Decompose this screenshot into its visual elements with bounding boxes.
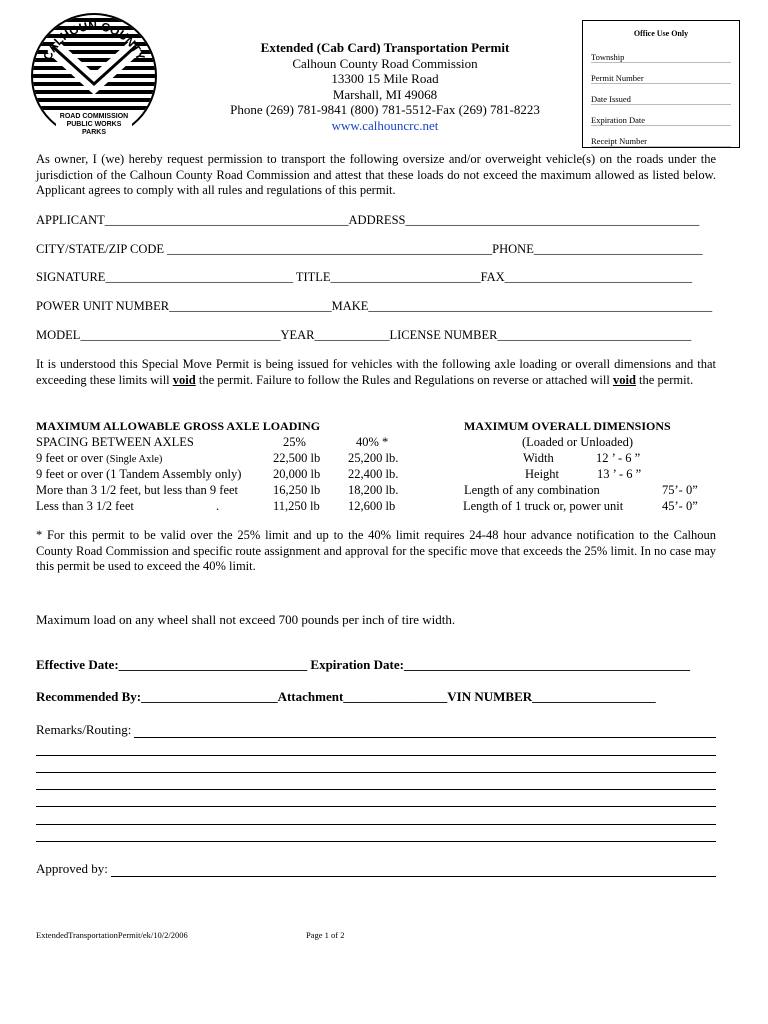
logo-line-3: PARKS xyxy=(82,129,106,136)
row-city xyxy=(36,242,716,257)
axle-row-1-25: 22,500 lb xyxy=(273,451,321,465)
remarks-line-6[interactable] xyxy=(36,824,716,825)
void-emphasis-2: void xyxy=(612,372,636,387)
dims-width-val: 12 ’ - 6 ” xyxy=(596,451,641,465)
axle-row-4-40: 12,600 lb xyxy=(348,499,396,513)
dims-comb-val: 75’- 0” xyxy=(662,483,698,497)
remarks-line-2[interactable] xyxy=(36,755,716,756)
org-address-1: 13300 15 Mile Road xyxy=(331,71,439,86)
dims-heading: MAXIMUM OVERALL DIMENSIONS xyxy=(464,419,671,433)
axle-spacing-header: SPACING BETWEEN AXLES xyxy=(36,435,194,449)
org-address-2: Marshall, MI 49068 xyxy=(332,86,438,102)
footer-page-number: Page 1 of 2 xyxy=(306,930,345,940)
effective-date-label: Effective Date: xyxy=(36,657,119,672)
applicant-label: APPLICANT xyxy=(36,213,105,227)
office-row-date-issued[interactable]: Date Issued xyxy=(591,84,731,105)
recommended-by-label: Recommended By: xyxy=(36,689,142,704)
intro-paragraph: As owner, I (we) hereby request permission to transport the following oversize and/or overweight vehicle(s) on the roads under the jurisdiction of the Calhoun County Road Commission and attest that these loads do not exceed the maximum allowed as listed below. Applicant agrees to comply with all rules and regulations of this permit. xyxy=(36,152,716,197)
understood-paragraph: It is understood this Special Move Permit is being issued for vehicles with the following axle loading or overall dimensions and that exceeding these limits will void the permit. Failure to follow the Rules and Regulations on reverse or attached will void the permit. xyxy=(36,357,716,387)
city-label: CITY/STATE/ZIP CODE xyxy=(36,242,165,256)
make-label: MAKE xyxy=(331,299,369,313)
office-row-receipt-number[interactable]: Receipt Number xyxy=(591,126,731,147)
dims-comb-label: Length of any combination xyxy=(464,483,600,497)
approved-by-label: Approved by: xyxy=(36,861,111,877)
applicant-field[interactable]: _______________________________________ xyxy=(104,213,349,227)
title-label: TITLE xyxy=(295,270,331,284)
org-name: Calhoun County Road Commission xyxy=(292,55,478,71)
axle-row-3-25: 16,250 lb xyxy=(273,483,321,497)
axle-row-3-40: 18,200 lb. xyxy=(348,483,399,497)
signature-label: SIGNATURE xyxy=(36,270,106,284)
phone-label: PHONE xyxy=(492,242,534,256)
phone-field[interactable]: ___________________________ xyxy=(533,242,703,256)
recommended-by-field[interactable]: _____________________ xyxy=(141,689,278,704)
dims-height-val: 13 ’ - 6 ” xyxy=(597,467,642,481)
row-applicant xyxy=(36,213,716,228)
axle-row-2-label: 9 feet or over (1 Tandem Assembly only) xyxy=(36,467,242,481)
expiration-date-field[interactable]: ____________________________________________ xyxy=(403,657,690,672)
axle-heading: MAXIMUM ALLOWABLE GROSS AXLE LOADING xyxy=(36,419,321,433)
office-row-permit-number[interactable]: Permit Number xyxy=(591,63,731,84)
expiration-date-label: Expiration Date: xyxy=(310,657,404,672)
signature-field[interactable]: ______________________________ xyxy=(105,270,296,284)
axle-row-4-25: 11,250 lb xyxy=(273,499,320,513)
title-field[interactable]: ________________________ xyxy=(330,270,481,284)
max-wheel-load: Maximum load on any wheel shall not exceed 700 pounds per inch of tire width. xyxy=(36,612,456,627)
make-field[interactable]: _______________________________________________________ xyxy=(368,299,713,313)
row-signature xyxy=(36,270,716,285)
permit-title: Extended (Cab Card) Transportation Permit xyxy=(260,40,510,55)
model-field[interactable]: ________________________________ xyxy=(80,328,281,342)
axle-col-25: 25% xyxy=(283,435,306,449)
office-row-township[interactable]: Township xyxy=(591,42,731,63)
fax-label: FAX xyxy=(480,270,505,284)
power-unit-label: POWER UNIT NUMBER xyxy=(36,299,170,313)
row-model xyxy=(36,328,716,343)
row-recommended xyxy=(36,689,716,705)
office-row-expiration-date[interactable]: Expiration Date xyxy=(591,105,731,126)
license-field[interactable]: _______________________________ xyxy=(497,328,692,342)
office-use-title: Office Use Only xyxy=(633,29,689,38)
axle-row-2-40: 22,400 lb. xyxy=(348,467,399,481)
dims-height-label: Height xyxy=(525,467,560,481)
axle-row-4-dot: . xyxy=(216,499,220,513)
model-label: MODEL xyxy=(36,328,81,342)
calhoun-county-logo xyxy=(30,12,158,140)
remarks-line-4[interactable] xyxy=(36,789,716,790)
address-label: ADDRESS xyxy=(348,213,406,227)
city-field[interactable]: ____________________________________________________ xyxy=(164,242,493,256)
vin-field[interactable]: ___________________ xyxy=(532,689,656,704)
vin-label: VIN NUMBER xyxy=(447,689,533,704)
logo-line-2: PUBLIC WORKS xyxy=(66,121,122,128)
remarks-line-5[interactable] xyxy=(36,806,716,807)
org-phone: Phone (269) 781-9841 (800) 781-5512-Fax (269) 781-8223 xyxy=(230,102,540,117)
year-label: YEAR xyxy=(280,328,315,342)
axle-row-2-25: 20,000 lb xyxy=(273,467,321,481)
row-dates xyxy=(36,657,716,673)
dims-truck-label: Length of 1 truck or, power unit xyxy=(463,499,624,513)
effective-date-field[interactable]: _____________________________ xyxy=(118,657,311,672)
license-label: LICENSE NUMBER xyxy=(389,328,498,342)
fax-field[interactable]: ______________________________ xyxy=(504,270,693,284)
axle-row-4-label: Less than 3 1/2 feet xyxy=(36,499,134,513)
axle-row-3-label: More than 3 1/2 feet, but less than 9 feet xyxy=(36,483,239,497)
remarks-line-1[interactable] xyxy=(36,737,716,738)
address-field[interactable]: _______________________________________________ xyxy=(405,213,700,227)
dims-sub: (Loaded or Unloaded) xyxy=(522,435,634,449)
office-use-box xyxy=(582,20,740,148)
footer-doc-id: ExtendedTransportationPermit/ek/10/2/2006 xyxy=(36,930,188,940)
axle-row-1-40: 25,200 lb. xyxy=(348,451,399,465)
void-emphasis-1: void xyxy=(172,372,196,387)
attachment-label: Attachment xyxy=(277,689,344,704)
year-field[interactable]: ____________ xyxy=(314,328,390,342)
remarks-line-7[interactable] xyxy=(36,841,716,842)
remarks-label: Remarks/Routing: xyxy=(36,722,134,738)
note-25-percent: * For this permit to be valid over the 25% limit and up to the 40% limit requires 24-48 hour advance notification to the Calhoun County Road Commission and specific route assignment and approval for the specific move that exceeds the 25% limit. In no case may this permit be used to exceed the 40% limit. xyxy=(36,528,716,573)
logo-line-1: ROAD COMMISSION xyxy=(59,113,129,120)
attachment-field[interactable]: ________________ xyxy=(343,689,448,704)
axle-col-40: 40% * xyxy=(356,435,389,449)
row-power-unit xyxy=(36,299,716,314)
permit-header xyxy=(185,40,585,133)
axle-row-1-label: 9 feet or over (Single Axle) xyxy=(36,451,163,465)
approved-by-field[interactable] xyxy=(36,876,716,877)
remarks-line-3[interactable] xyxy=(36,772,716,773)
org-website-link[interactable]: www.calhouncrc.net xyxy=(331,117,439,133)
dims-width-label: Width xyxy=(523,451,554,465)
power-unit-field[interactable]: __________________________ xyxy=(169,299,332,313)
logo-top-text: CALHOUN COUNTY xyxy=(40,18,148,63)
dims-truck-val: 45’- 0” xyxy=(662,499,698,513)
